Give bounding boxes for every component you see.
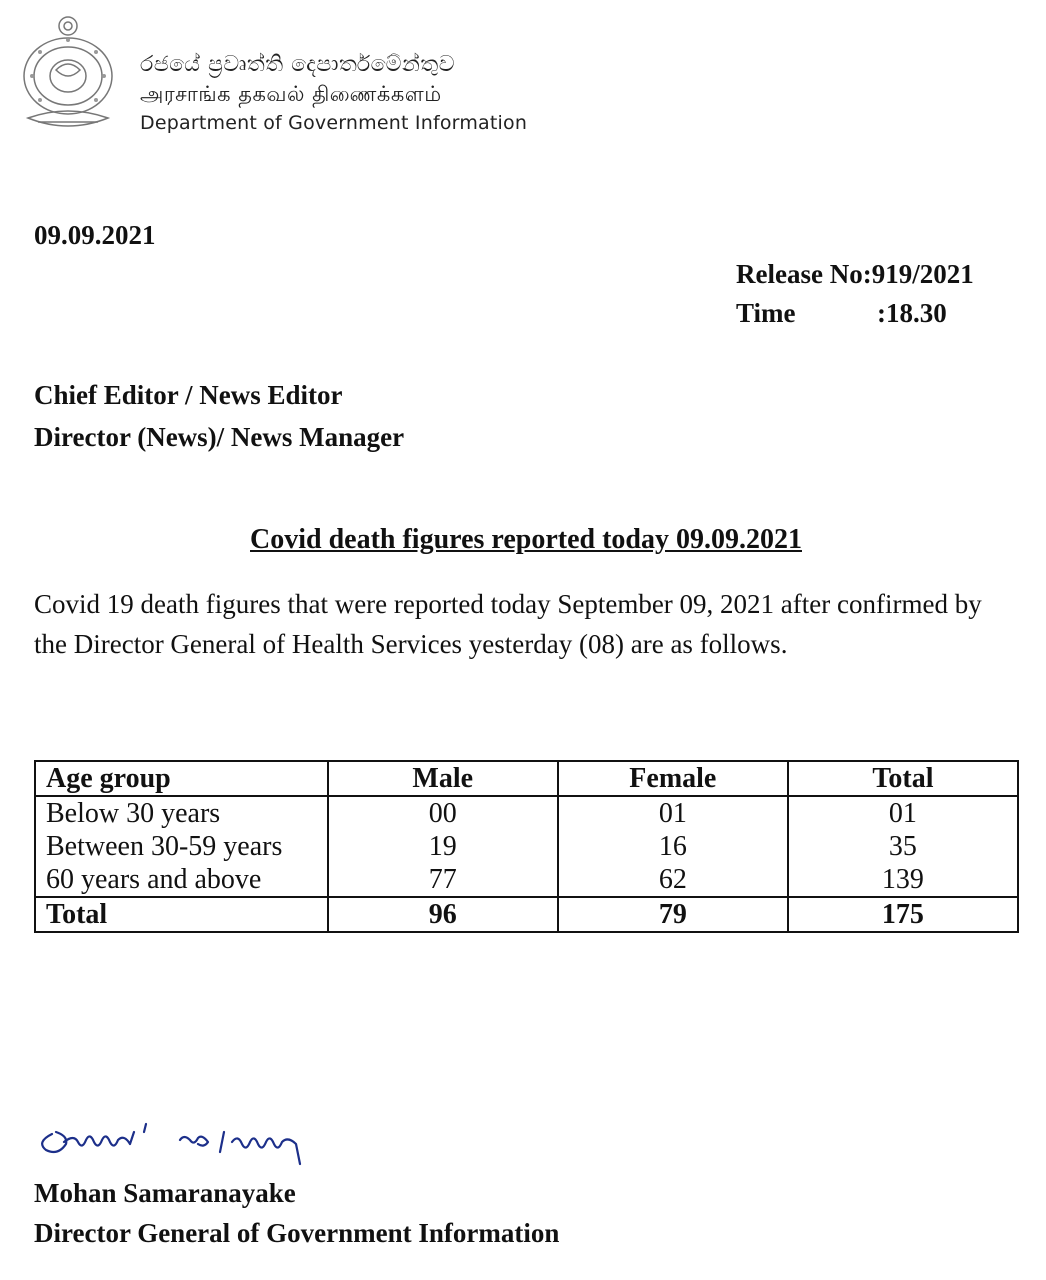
handwritten-signature (34, 1112, 334, 1172)
column-header: Age group (35, 761, 328, 796)
female-cell: 01 (558, 796, 788, 830)
male-total-cell: 96 (328, 897, 558, 932)
table-row (35, 796, 1018, 830)
table-row (35, 863, 1018, 897)
signer-name: Mohan Samaranayake (34, 1178, 296, 1208)
signer-title: Director General of Government Information (34, 1218, 560, 1248)
total-cell: 01 (788, 796, 1018, 830)
female-cell: 16 (558, 830, 788, 863)
letterhead-english: Department of Government Information (140, 112, 528, 134)
table-total-row (35, 897, 1018, 932)
government-emblem-icon (18, 10, 118, 138)
release-number: Release No:919/2021 (736, 259, 974, 289)
time-label: Time (736, 298, 796, 328)
addressee-line: Chief Editor / News Editor (34, 380, 343, 410)
letterhead-sinhala: රජයේ ප්‍රවෘත්ති දෙපාර්තමේන්තුව (140, 52, 456, 77)
age-group-cell: Below 30 years (35, 796, 328, 830)
addressee-line: Director (News)/ News Manager (34, 422, 405, 452)
female-cell: 62 (558, 863, 788, 897)
column-header: Female (558, 761, 788, 796)
female-total-cell: 79 (558, 897, 788, 932)
column-header: Total (788, 761, 1018, 796)
total-cell: 139 (788, 863, 1018, 897)
age-group-cell: Between 30-59 years (35, 830, 328, 863)
male-cell: 00 (328, 796, 558, 830)
table-header-row (35, 761, 1018, 796)
table-row (35, 830, 1018, 863)
total-label-cell: Total (35, 897, 328, 932)
male-cell: 19 (328, 830, 558, 863)
release-heading: Covid death figures reported today 09.09.2021 (250, 524, 802, 555)
release-paragraph: Covid 19 death figures that were reported today September 09, 2021 after confirmed by the Director General of Health Services yesterday (08) are as follows. (34, 589, 982, 659)
time-value: :18.30 (877, 298, 947, 328)
grand-total-cell: 175 (788, 897, 1018, 932)
column-header: Male (328, 761, 558, 796)
age-group-cell: 60 years and above (35, 863, 328, 897)
death-figures-table (34, 760, 1019, 933)
letterhead-tamil: அரசாங்க தகவல் திணைக்களம் (140, 82, 442, 106)
release-date: 09.09.2021 (34, 220, 156, 250)
total-cell: 35 (788, 830, 1018, 863)
male-cell: 77 (328, 863, 558, 897)
